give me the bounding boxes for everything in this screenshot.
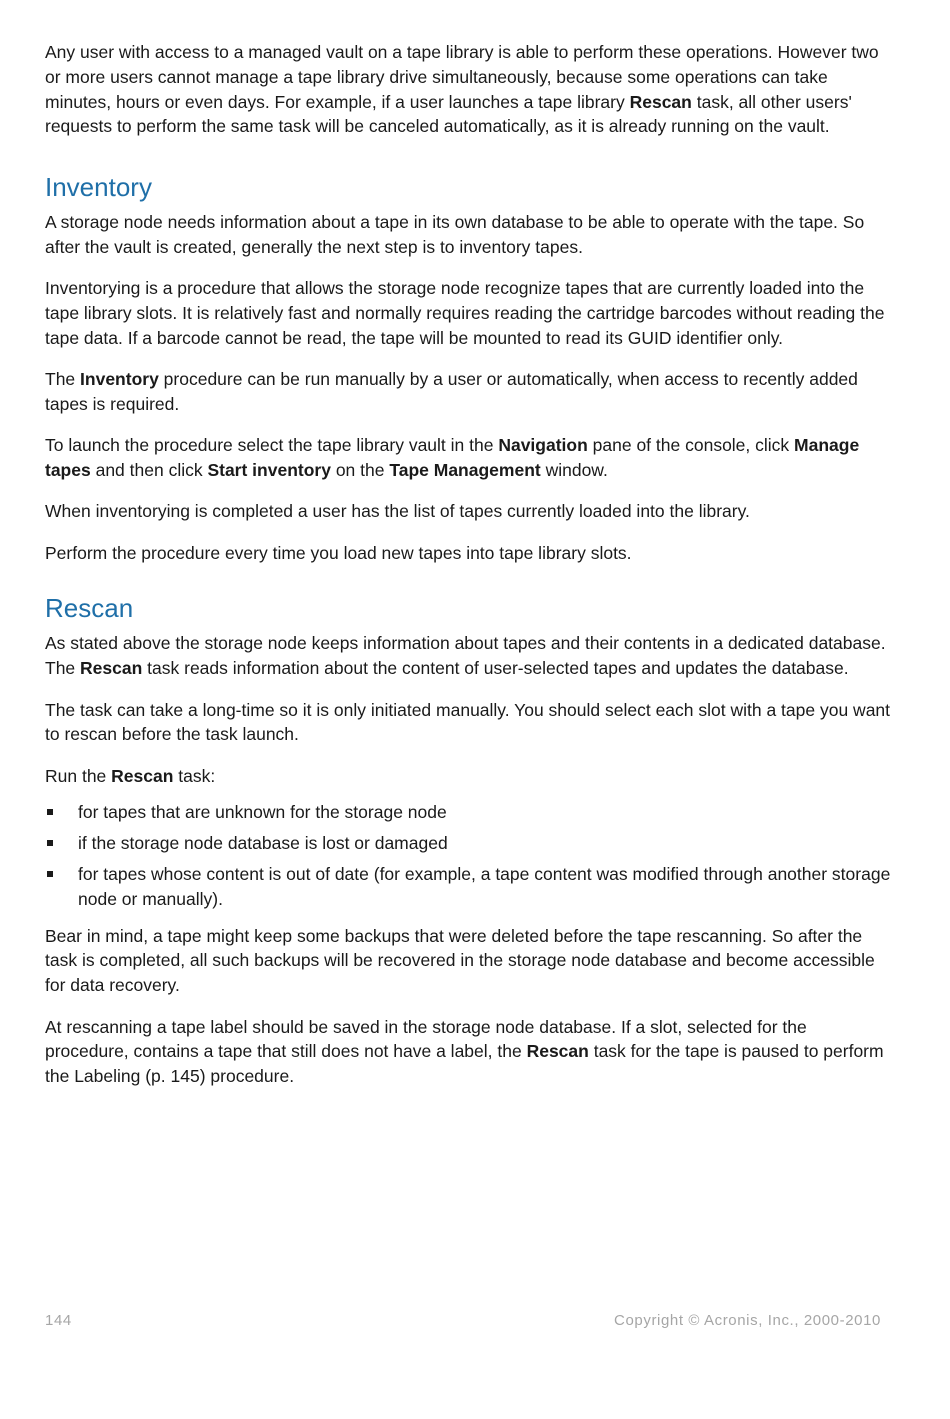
copyright-notice: Copyright © Acronis, Inc., 2000-2010 — [614, 1312, 881, 1329]
inventory-paragraph-2: Inventorying is a procedure that allows the storage node recognize tapes that are currently loaded into the tape library slots. It is relatively fast and normally requires reading the cartridge barcodes without reading the tape data. If a barcode cannot be read, the tape will be mounted to read its GUID identifier only. — [45, 278, 885, 348]
list-item: for tapes that are unknown for the storage node — [45, 800, 895, 825]
rescan-paragraph-2: The task can take a long-time so it is only initiated manually. You should select each slot with a tape you want to rescan before the task launch. — [45, 699, 891, 745]
section-heading-rescan: Rescan — [45, 593, 134, 624]
inventory-paragraph-3: The Inventory procedure can be run manually by a user or automatically, when access to recently added tapes is required. — [45, 369, 858, 414]
rescan-paragraph-3: Run the Rescan task: — [45, 765, 216, 786]
inventory-paragraph-1: A storage node needs information about a tape in its own database to be able to operate with the tape. So after the vault is created, generally the next step is to inventory tapes. — [45, 212, 865, 257]
rescan-paragraph-4: Bear in mind, a tape might keep some backups that were deleted before the tape rescanning. So after the task is completed, all such backups will be recovered in the storage node database and become accessible for data recovery. — [45, 925, 875, 996]
page-number: 144 — [45, 1312, 72, 1329]
bullet-square-icon — [47, 840, 53, 846]
inventory-paragraph-4: To launch the procedure select the tape library vault in the Navigation pane of the console, click Manage tapes and then click Start inventory on the Tape Management window. — [45, 435, 860, 481]
bullet-square-icon — [47, 809, 53, 815]
rescan-bullet-list — [45, 800, 895, 911]
inventory-paragraph-6: Perform the procedure every time you load new tapes into tape library slots. — [45, 542, 632, 563]
rescan-paragraph-1: As stated above the storage node keeps information about tapes and their contents in a dedicated database. The Rescan task reads information about the content of user-selected tapes and updates the database. — [45, 633, 886, 679]
list-item: for tapes whose content is out of date (for example, a tape content was modified through another storage node or manually). — [45, 862, 895, 912]
inventory-paragraph-5: When inventorying is completed a user has the list of tapes currently loaded into the library. — [45, 501, 750, 522]
intro-paragraph: Any user with access to a managed vault on a tape library is able to perform these operations. However two or more users cannot manage a tape library drive simultaneously, because some operations can take minutes, hours or even days. For example, if a user launches a tape library Rescan task, all other users' requests to perform the same task will be canceled automatically, as it is already running on the vault. — [45, 42, 879, 137]
page-content — [45, 40, 895, 1089]
rescan-paragraph-5: At rescanning a tape label should be saved in the storage node database. If a slot, selected for the procedure, contains a tape that still does not have a label, the Rescan task for the tape is paused to perform the Labeling (p. 145) procedure. — [45, 1016, 884, 1087]
section-heading-inventory: Inventory — [45, 172, 152, 203]
list-item: if the storage node database is lost or damaged — [45, 831, 895, 856]
bullet-square-icon — [47, 871, 53, 877]
